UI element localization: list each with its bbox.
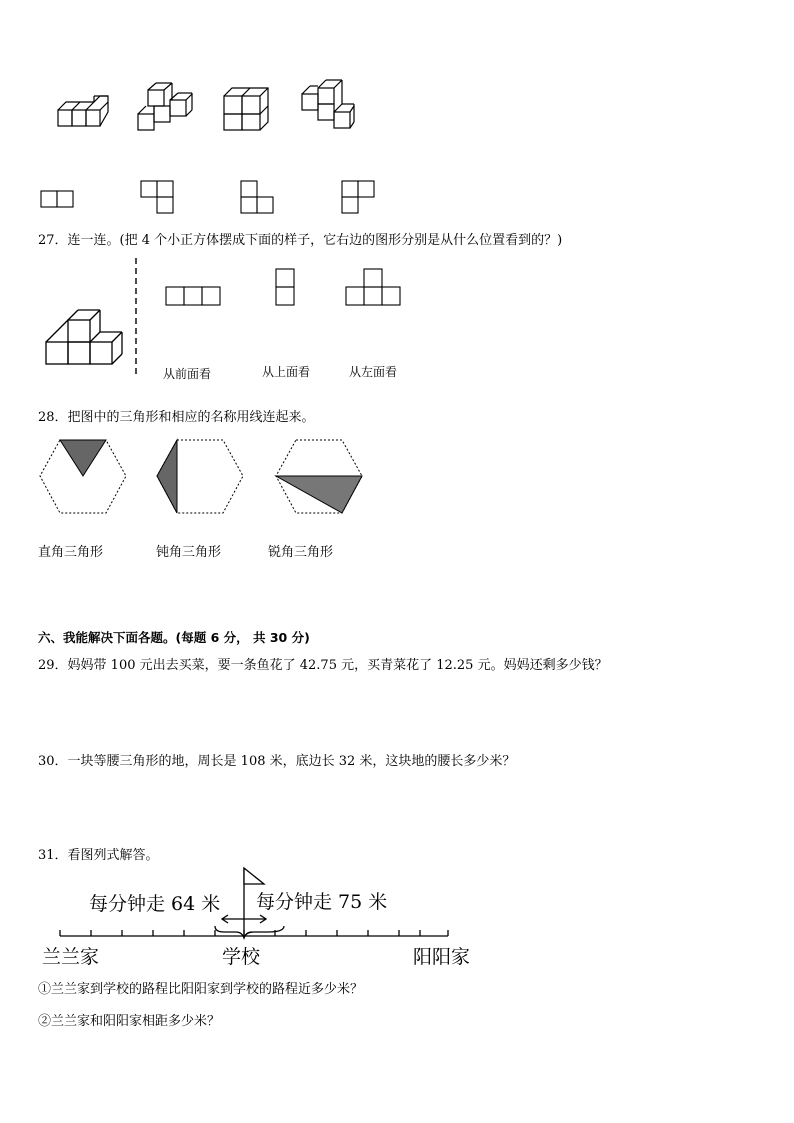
- q27-divider-dashed-line: [134, 258, 138, 378]
- left-speed-label: 每分钟走 64 米: [89, 893, 221, 915]
- name-right-triangle: 直角三角形: [38, 545, 104, 560]
- label-top-view: 从上面看: [262, 365, 311, 379]
- question-31-text: 31．看图列式解答。: [38, 848, 159, 863]
- hexagon-right-triangle: [155, 438, 245, 518]
- question-27-text: 27．连一连。(把 4 个小正方体摆成下面的样子，它右边的图形分别是从什么位置看到的？): [38, 233, 563, 248]
- cube-figure-4: [298, 76, 358, 136]
- section-6-title: 六、我能解决下面各题。(每题 6 分， 共 30 分): [38, 630, 310, 645]
- q27-stacked-cubes: [44, 300, 134, 372]
- view-shape-4: [341, 180, 381, 216]
- name-obtuse-triangle: 钝角三角形: [156, 545, 222, 560]
- cube-figure-2: [134, 80, 194, 140]
- question-29-text: 29．妈妈带 100 元出去买菜，要一条鱼花了 42.75 元，买青菜花了 12.25 元。妈妈还剩多少钱？: [38, 658, 608, 673]
- place-yangyang-home: 阳阳家: [413, 946, 471, 968]
- label-left-view: 从左面看: [349, 365, 398, 379]
- right-speed-label: 每分钟走 75 米: [256, 891, 388, 913]
- name-acute-triangle: 锐角三角形: [268, 545, 334, 560]
- question-28-text: 28．把图中的三角形和相应的名称用线连起来。: [38, 410, 315, 425]
- q27-view-two-column: [275, 268, 297, 310]
- hexagon-obtuse-triangle: [274, 438, 366, 518]
- place-lanlan-home: 兰兰家: [42, 946, 100, 968]
- hexagon-acute-triangle: [38, 438, 128, 518]
- place-school: 学校: [222, 946, 261, 968]
- view-shape-3: [240, 180, 280, 216]
- cube-figure-1: [50, 88, 110, 148]
- cube-figure-3: [220, 82, 276, 142]
- q27-view-three-row: [165, 286, 225, 308]
- q31-sub-question-2: ②兰兰家和阳阳家相距多少米？: [38, 1014, 221, 1029]
- label-front-view: 从前面看: [163, 367, 212, 381]
- view-shape-1: [40, 190, 80, 210]
- q31-sub-question-1: ①兰兰家到学校的路程比阳阳家到学校的路程近多少米？: [38, 982, 364, 997]
- view-shape-2: [140, 180, 180, 216]
- question-30-text: 30．一块等腰三角形的地，周长是 108 米，底边长 32 米，这块地的腰长多少米？: [38, 754, 516, 769]
- q27-view-t-shape: [345, 268, 405, 310]
